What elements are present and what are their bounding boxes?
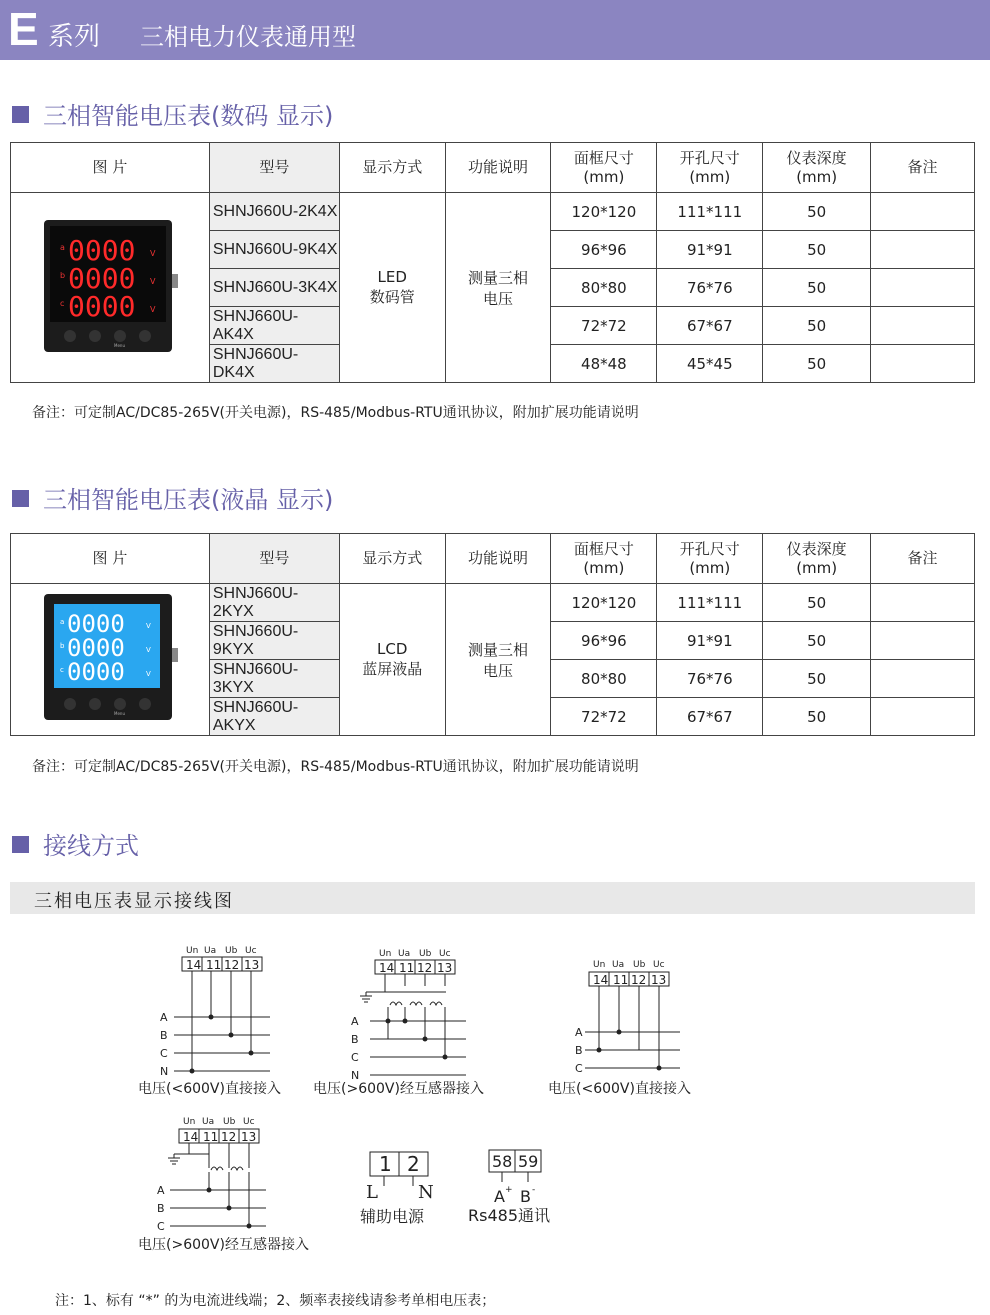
- model-cell: SHNJ660U-9KYX: [209, 622, 339, 660]
- rs485-caption: Rs485通讯: [468, 1206, 550, 1225]
- svg-text:A: A: [157, 1184, 165, 1197]
- col-header-cutout: 开孔尺寸 (mm): [657, 534, 763, 584]
- svg-text:14: 14: [183, 1130, 199, 1144]
- frame-size-cell: 96*96: [551, 622, 657, 660]
- square-bullet-icon: [12, 836, 29, 853]
- lcd-meter-image: [40, 590, 180, 725]
- section-title-wiring: 接线方式: [12, 826, 139, 861]
- cutout-size-cell: 76*76: [657, 660, 763, 698]
- svg-text:12: 12: [224, 958, 240, 972]
- display-cell: LCD 蓝屏液晶: [339, 584, 445, 736]
- svg-text:12: 12: [631, 973, 647, 987]
- col-header-depth: 仪表深度 (mm): [763, 534, 871, 584]
- wiring-diagram-pt-4wire: [313, 949, 484, 1097]
- spec-table-led: [10, 142, 975, 383]
- model-cell: SHNJ660U-2KYX: [209, 584, 339, 622]
- table-row: [11, 193, 975, 231]
- depth-cell: 50: [763, 345, 871, 383]
- svg-text:a: a: [59, 618, 65, 626]
- series-label: 系列: [48, 22, 101, 52]
- cutout-size-cell: 111*111: [657, 584, 763, 622]
- footnote: 注：1、标有 “*” 的为电流进线端；2、频率表接线请参考单相电压表；: [55, 1293, 496, 1309]
- svg-text:1: 1: [379, 1152, 392, 1176]
- cutout-size-cell: 91*91: [657, 231, 763, 269]
- svg-text:14: 14: [186, 958, 202, 972]
- table-header-row: [11, 143, 975, 193]
- svg-text:Menu: Menu: [113, 711, 125, 716]
- product-image-cell: [11, 584, 210, 736]
- col-header-model: 型号: [209, 143, 339, 193]
- frame-size-cell: 96*96: [551, 231, 657, 269]
- rs485-terminals: [468, 1150, 550, 1225]
- col-header-display: 显示方式: [339, 143, 445, 193]
- svg-text:Ub: Ub: [419, 949, 432, 959]
- svg-text:C: C: [351, 1051, 359, 1064]
- svg-text:12: 12: [221, 1130, 237, 1144]
- frame-size-cell: 72*72: [551, 307, 657, 345]
- remark-cell: [871, 345, 975, 383]
- col-header-function: 功能说明: [445, 534, 551, 584]
- model-cell: SHNJ660U-DK4X: [209, 345, 339, 383]
- svg-text:V: V: [149, 276, 156, 286]
- svg-text:V: V: [145, 622, 151, 630]
- svg-text:N: N: [160, 1065, 169, 1078]
- svg-text:13: 13: [241, 1130, 257, 1144]
- display-cell: LED 数码管: [339, 193, 445, 383]
- svg-text:Menu: Menu: [113, 342, 125, 348]
- led-meter-image: [40, 216, 180, 356]
- note-led: 备注：可定制AC/DC85-265V(开关电源)，RS-485/Modbus-RTU通讯协议，附加扩展功能请说明: [32, 405, 639, 421]
- wiring-caption: 电压(>600V)经互感器接入: [138, 1237, 309, 1253]
- svg-text:Uc: Uc: [245, 946, 257, 956]
- model-cell: SHNJ660U-9K4X: [209, 231, 339, 269]
- remark-cell: [871, 269, 975, 307]
- depth-cell: 50: [763, 231, 871, 269]
- cutout-size-cell: 76*76: [657, 269, 763, 307]
- svg-text:Ub: Ub: [633, 960, 646, 970]
- section-title-lcd: 三相智能电压表(液晶 显示): [12, 480, 333, 515]
- col-header-model: 型号: [209, 534, 339, 584]
- model-cell: SHNJ660U-AKYX: [209, 698, 339, 736]
- svg-text:B: B: [351, 1033, 359, 1046]
- svg-text:13: 13: [437, 961, 453, 975]
- frame-size-cell: 80*80: [551, 660, 657, 698]
- cutout-size-cell: 45*45: [657, 345, 763, 383]
- cutout-size-cell: 67*67: [657, 698, 763, 736]
- svg-text:11: 11: [203, 1130, 219, 1144]
- svg-text:Un: Un: [593, 960, 606, 970]
- svg-text:L: L: [366, 1182, 378, 1203]
- model-cell: SHNJ660U-2K4X: [209, 193, 339, 231]
- svg-text:V: V: [145, 670, 151, 678]
- remark-cell: [871, 698, 975, 736]
- digit-row-c: 0000: [67, 289, 136, 323]
- svg-text:B: B: [157, 1202, 165, 1215]
- note-lcd: 备注：可定制AC/DC85-265V(开关电源)，RS-485/Modbus-RTU通讯协议，附加扩展功能请说明: [32, 759, 639, 775]
- digit-row-b: 0000: [67, 261, 136, 295]
- svg-text:Un: Un: [379, 949, 392, 959]
- wiring-diagrams: [0, 930, 990, 1260]
- model-cell: SHNJ660U-3K4X: [209, 269, 339, 307]
- frame-size-cell: 120*120: [551, 193, 657, 231]
- svg-text:C: C: [575, 1062, 583, 1075]
- cutout-size-cell: 67*67: [657, 307, 763, 345]
- svg-text:a: a: [59, 242, 65, 252]
- table-header-row: [11, 534, 975, 584]
- svg-text:C: C: [160, 1047, 168, 1060]
- svg-text:C: C: [157, 1220, 165, 1233]
- svg-text:B: B: [160, 1029, 168, 1042]
- svg-text:A: A: [494, 1187, 505, 1206]
- depth-cell: 50: [763, 660, 871, 698]
- cutout-size-cell: 91*91: [657, 622, 763, 660]
- wiring-caption: 电压(<600V)直接接入: [138, 1081, 281, 1097]
- svg-text:A: A: [351, 1015, 359, 1028]
- depth-cell: 50: [763, 698, 871, 736]
- col-header-picture: 图 片: [11, 534, 210, 584]
- svg-text:13: 13: [244, 958, 260, 972]
- depth-cell: 50: [763, 622, 871, 660]
- model-cell: SHNJ660U-3KYX: [209, 660, 339, 698]
- svg-text:b: b: [59, 270, 66, 280]
- remark-cell: [871, 231, 975, 269]
- function-cell: 测量三相 电压: [445, 584, 551, 736]
- svg-text:58: 58: [492, 1152, 513, 1171]
- product-image-cell: [11, 193, 210, 383]
- svg-text:V: V: [149, 248, 156, 258]
- digit-row-a: 0000: [67, 233, 136, 267]
- svg-text:c: c: [59, 298, 65, 308]
- remark-cell: [871, 584, 975, 622]
- svg-text:B: B: [520, 1187, 531, 1206]
- frame-size-cell: 72*72: [551, 698, 657, 736]
- col-header-display: 显示方式: [339, 534, 445, 584]
- depth-cell: 50: [763, 307, 871, 345]
- col-header-cutout: 开孔尺寸 (mm): [657, 143, 763, 193]
- remark-cell: [871, 622, 975, 660]
- square-bullet-icon: [12, 490, 29, 507]
- page-title: 三相电力仪表通用型: [140, 23, 356, 51]
- svg-text:Ub: Ub: [223, 1117, 236, 1127]
- svg-text:14: 14: [379, 961, 395, 975]
- square-bullet-icon: [12, 106, 29, 123]
- svg-text:c: c: [59, 666, 64, 674]
- frame-size-cell: 48*48: [551, 345, 657, 383]
- svg-text:V: V: [145, 646, 151, 654]
- col-header-depth: 仪表深度 (mm): [763, 143, 871, 193]
- wiring-caption: 电压(>600V)经互感器接入: [313, 1081, 484, 1097]
- svg-text:Uc: Uc: [653, 960, 665, 970]
- svg-text:Un: Un: [186, 946, 199, 956]
- svg-text:14: 14: [593, 973, 609, 987]
- remark-cell: [871, 660, 975, 698]
- wiring-title-bar: 三相电压表显示接线图: [10, 882, 975, 914]
- model-cell: SHNJ660U-AK4X: [209, 307, 339, 345]
- svg-text:13: 13: [651, 973, 667, 987]
- spec-table-lcd: [10, 533, 975, 736]
- svg-text:A: A: [575, 1026, 583, 1039]
- col-header-frame: 面框尺寸 (mm): [551, 534, 657, 584]
- col-header-function: 功能说明: [445, 143, 551, 193]
- svg-text:Ua: Ua: [612, 960, 625, 970]
- svg-text:11: 11: [399, 961, 415, 975]
- remark-cell: [871, 193, 975, 231]
- svg-text:B: B: [575, 1044, 583, 1057]
- svg-text:2: 2: [407, 1152, 420, 1176]
- digit-row-a: 0000: [66, 610, 125, 638]
- digit-row-b: 0000: [66, 634, 125, 662]
- depth-cell: 50: [763, 269, 871, 307]
- svg-text:Uc: Uc: [439, 949, 451, 959]
- svg-text:Uc: Uc: [243, 1117, 255, 1127]
- svg-text:N: N: [351, 1069, 360, 1082]
- section-title-led: 三相智能电压表(数码 显示): [12, 96, 333, 131]
- svg-text:11: 11: [206, 958, 222, 972]
- table-row: [11, 584, 975, 622]
- svg-text:V: V: [149, 304, 156, 314]
- digit-row-c: 0000: [66, 658, 125, 686]
- svg-text:Ub: Ub: [225, 946, 238, 956]
- aux-power-terminals: [360, 1152, 434, 1226]
- aux-power-caption: 辅助电源: [360, 1207, 425, 1226]
- remark-cell: [871, 307, 975, 345]
- frame-size-cell: 120*120: [551, 584, 657, 622]
- svg-text:+: +: [505, 1185, 513, 1195]
- svg-text:b: b: [59, 642, 65, 650]
- wiring-diagram-direct-4wire: [138, 946, 281, 1097]
- col-header-remark: 备注: [871, 143, 975, 193]
- col-header-remark: 备注: [871, 534, 975, 584]
- cutout-size-cell: 111*111: [657, 193, 763, 231]
- svg-text:Ua: Ua: [204, 946, 217, 956]
- frame-size-cell: 80*80: [551, 269, 657, 307]
- svg-text:N: N: [418, 1182, 434, 1203]
- svg-text:59: 59: [518, 1152, 539, 1171]
- col-header-picture: 图 片: [11, 143, 210, 193]
- wiring-diagram-pt-3wire: [138, 1117, 309, 1253]
- depth-cell: 50: [763, 193, 871, 231]
- header-bar: [0, 0, 990, 60]
- wiring-diagram-direct-3wire: [548, 960, 691, 1097]
- wiring-caption: 电压(<600V)直接接入: [548, 1081, 691, 1097]
- depth-cell: 50: [763, 584, 871, 622]
- svg-text:A: A: [160, 1011, 168, 1024]
- svg-text:Ua: Ua: [202, 1117, 215, 1127]
- function-cell: 测量三相 电压: [445, 193, 551, 383]
- svg-text:11: 11: [613, 973, 629, 987]
- svg-text:-: -: [532, 1185, 536, 1195]
- svg-text:12: 12: [417, 961, 433, 975]
- series-letter: E: [8, 3, 39, 55]
- svg-text:Un: Un: [183, 1117, 196, 1127]
- svg-text:Ua: Ua: [398, 949, 411, 959]
- col-header-frame: 面框尺寸 (mm): [551, 143, 657, 193]
